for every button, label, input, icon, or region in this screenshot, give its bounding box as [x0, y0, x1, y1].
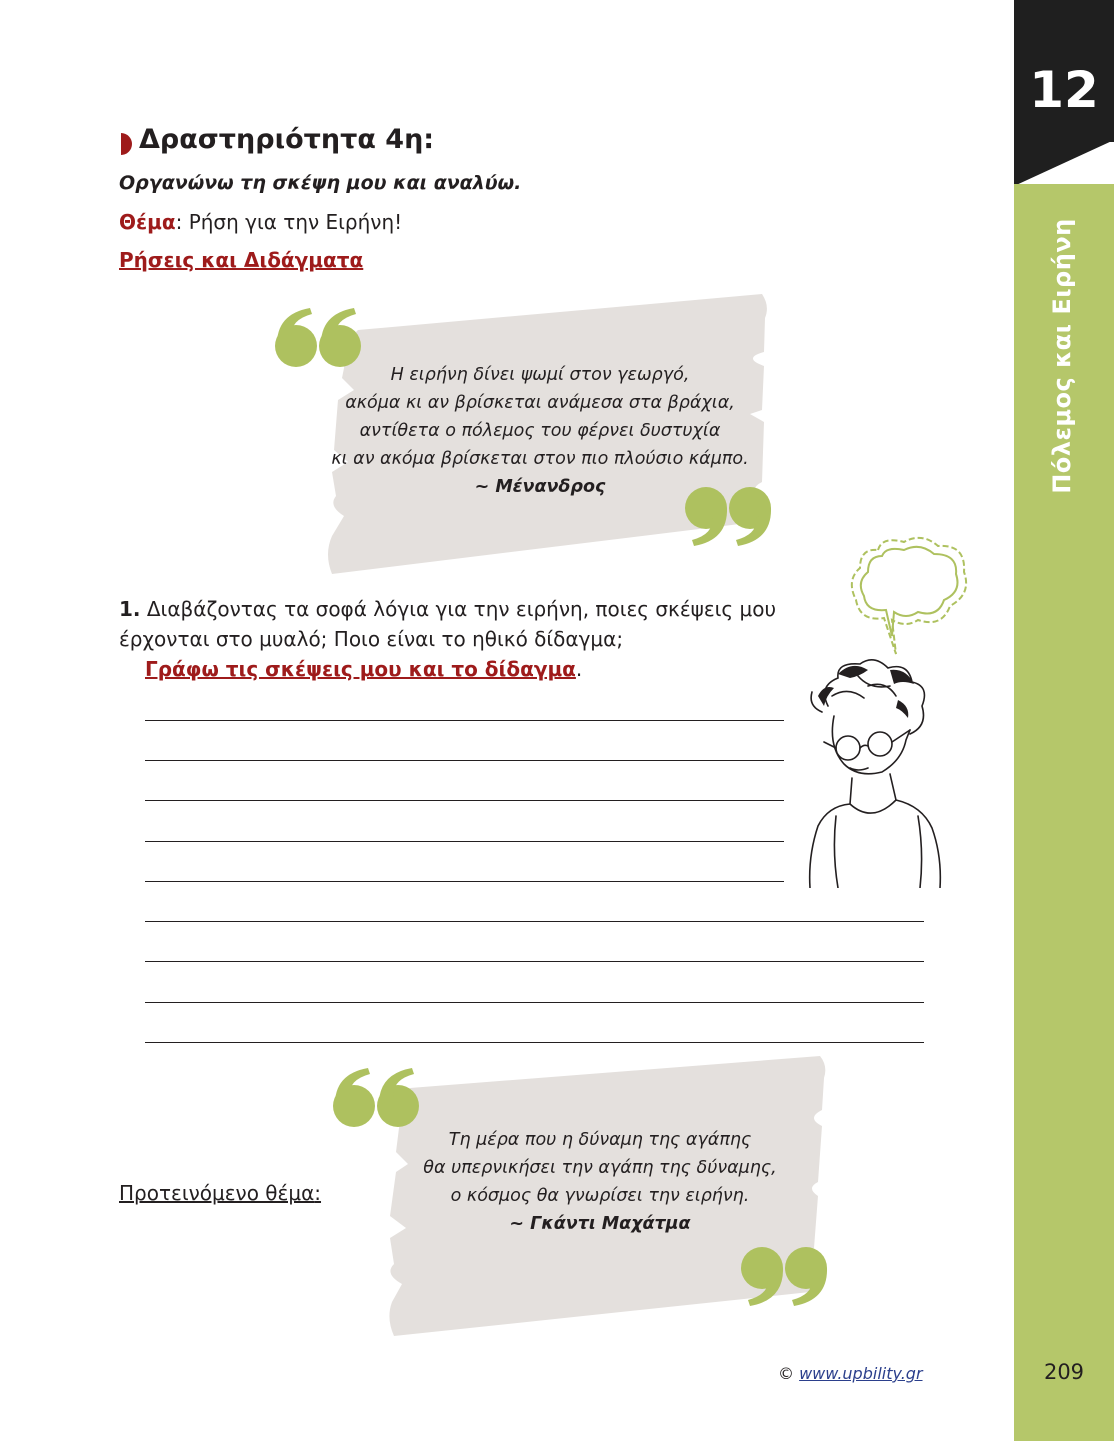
- question-instruction-end: .: [575, 657, 583, 681]
- sayings-heading: Ρήσεις και Διδάγματα: [119, 248, 364, 272]
- activity-title: Δραστηριότητα 4η:: [139, 124, 435, 155]
- writing-line[interactable]: [145, 881, 784, 882]
- writing-line[interactable]: [145, 1042, 924, 1043]
- writing-line[interactable]: [145, 800, 784, 801]
- writing-line[interactable]: [145, 1002, 924, 1003]
- theme-line: [119, 210, 402, 234]
- chapter-number: 12: [1029, 61, 1099, 119]
- footer: [778, 1364, 923, 1383]
- chapter-tab-notch: [1014, 140, 1114, 186]
- quote-1-text: [300, 361, 780, 501]
- quote-2-line: ο κόσμος θα γνωρίσει την ειρήνη.: [450, 1186, 750, 1206]
- activity-subtitle: Οργανώνω τη σκέψη μου και αναλύω.: [119, 172, 522, 194]
- thought-bubble-icon: [846, 532, 974, 660]
- quote-2-text: [390, 1126, 810, 1238]
- student-illustration: [798, 656, 948, 888]
- suggested-topic-label-text: Προτεινόμενο θέμα: [119, 1181, 315, 1205]
- quote-1-author: ~ Μένανδρος: [474, 477, 606, 497]
- half-circle-bullet-icon: [119, 133, 132, 155]
- quote-2-line: Τη μέρα που η δύναμη της αγάπης: [448, 1130, 752, 1150]
- quote-open-icon: [330, 1066, 422, 1130]
- question-number: 1.: [119, 597, 141, 621]
- quote-close-icon: [738, 1244, 830, 1308]
- writing-line[interactable]: [145, 921, 924, 922]
- chapter-title: Πόλεμος και Ειρήνη: [1048, 218, 1076, 494]
- writing-line[interactable]: [145, 720, 784, 721]
- copyright-symbol: ©: [778, 1364, 794, 1383]
- quote-2-author: ~ Γκάντι Μαχάτμα: [509, 1214, 691, 1234]
- writing-line[interactable]: [145, 760, 784, 761]
- quote-2-line: θα υπερνικήσει την αγάπη της δύναμης,: [423, 1158, 777, 1178]
- quote-1-line: κι αν ακόμα βρίσκεται στον πιο πλούσιο κάμπο.: [331, 449, 749, 469]
- writing-line[interactable]: [145, 841, 784, 842]
- quote-1-line: ακόμα κι αν βρίσκεται ανάμεσα στα βράχια,: [345, 393, 735, 413]
- question-text: Διαβάζοντας τα σοφά λόγια για την ειρήνη, ποιες σκέψεις μου έρχονται στο μυαλό; Ποιο είναι το ηθικό δίδαγμα;: [119, 597, 777, 651]
- quote-1-line: Η ειρήνη δίνει ψωμί στον γεωργό,: [390, 365, 690, 385]
- question-instruction: Γράφω τις σκέψεις μου και το δίδαγμα: [145, 657, 576, 681]
- writing-line[interactable]: [145, 961, 924, 962]
- theme-label: Θέμα: [119, 210, 176, 234]
- website-link[interactable]: www.upbility.gr: [799, 1364, 923, 1383]
- question-1: [119, 594, 809, 684]
- suggested-topic-label: [119, 1181, 321, 1205]
- theme-value: : Ρήση για την Ειρήνη!: [175, 210, 403, 234]
- quote-1-line: αντίθετα ο πόλεμος του φέρνει δυστυχία: [359, 421, 721, 441]
- suggested-topic-colon: :: [314, 1181, 322, 1205]
- page-number: 209: [1043, 1360, 1085, 1384]
